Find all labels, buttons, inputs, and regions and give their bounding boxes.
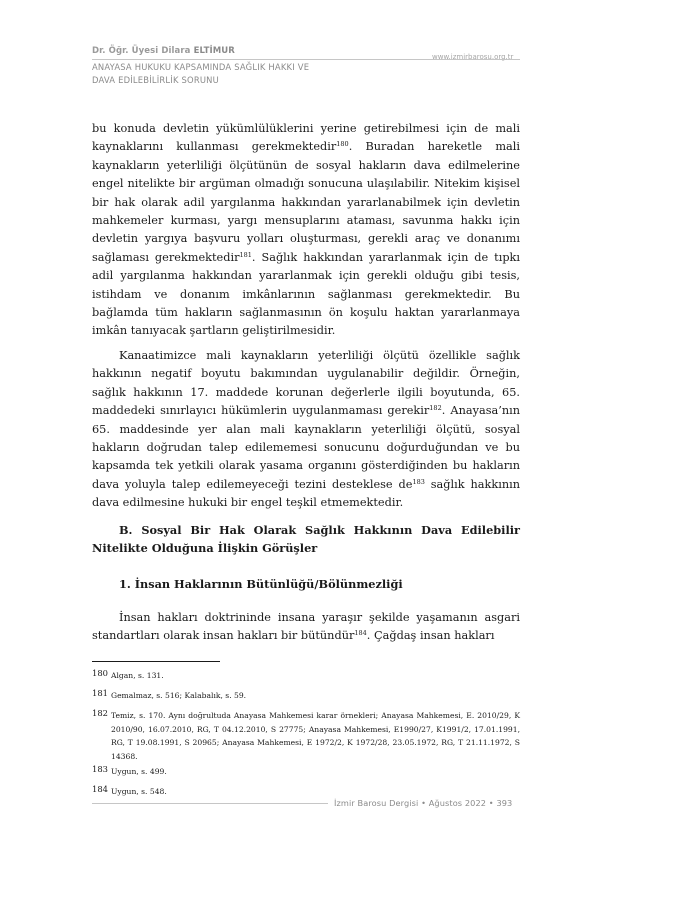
- footnote-ref: 180: [336, 140, 349, 149]
- footnote-ref: 184: [354, 629, 367, 638]
- footnote-ref: 183: [412, 477, 425, 486]
- subsection-heading-1-text: 1. İnsan Haklarının Bütünlüğü/Bölünmezliği: [119, 577, 403, 591]
- header-title-line-2: DAVA EDİLEBİLİRLİK SORUNU: [92, 75, 219, 85]
- running-header-title: [92, 61, 309, 87]
- header-rule-right: [424, 59, 520, 60]
- footnote-number: 181: [92, 688, 108, 698]
- body-paragraph-3: [92, 609, 520, 646]
- header-rule-left: [92, 59, 424, 60]
- footnote-separator: [92, 661, 220, 662]
- section-heading-b: [92, 521, 520, 558]
- text-run: . Çağdaş insan hakları: [366, 629, 495, 643]
- footnote-180: [92, 669, 520, 683]
- footnote-number: 184: [92, 784, 108, 794]
- footnote-text: Uygun, s. 548.: [111, 787, 167, 796]
- author-prefix: Dr. Öğr. Üyesi Dilara: [92, 46, 191, 56]
- footnote-text: Algan, s. 131.: [111, 671, 164, 680]
- section-heading-b-text: B. Sosyal Bir Hak Olarak Sağlık Hakkının Dava Edilebilir Nitelikte Olduğuna İlişkin Görüşler: [92, 523, 520, 556]
- footnote-ref: 181: [239, 250, 252, 259]
- running-header-author: [92, 46, 235, 56]
- footnote-181: [92, 689, 520, 703]
- footnote-184: [92, 785, 520, 799]
- footnote-182: [92, 709, 520, 763]
- footnote-number: 183: [92, 764, 108, 774]
- footnote-ref: 182: [429, 404, 442, 413]
- text-run: . Buradan hareketle mali kaynakların yeterliliği ölçütünün de sosyal hakların dava edilmelerine engel nitelikte bir argüman olmadığı sonucuna ulaşılabilir. Nitekim kişisel bir hak olarak adil yargılanma hakkından yararlanabilmek için devletin mahkemeler kurması, yargı mensuplarını ataması, savunma hakkı için devletin yargıya başvuru yolları oluşturması, gerekli araç ve donanımı sağlaması gerekmektedir: [92, 140, 520, 264]
- footer-journal-info: İzmir Barosu Dergisi • Ağustos 2022 • 393: [334, 798, 513, 808]
- author-surname: ELTİMUR: [193, 46, 235, 56]
- text-run: . Anayasa’nın 65. maddesinde yer alan mali kaynakların yeterliliği ölçütü, sosyal hakların doğrudan talep edilememesi sonucunu doğurduğundan ve bu kapsamda tek yetkili olarak yasama organını gösterdiğinden bu hakların dava yoluyla talep edilemeyeceği tezini desteklese de: [92, 404, 520, 491]
- footnote-number: 182: [92, 708, 108, 718]
- footnote-text: Gemalmaz, s. 516; Kalabalık, s. 59.: [111, 691, 247, 700]
- footnote-183: [92, 765, 520, 779]
- footnote-number: 180: [92, 668, 108, 678]
- text-run: bu konuda devletin yükümlülüklerini yerine getirebilmesi için de mali kaynaklarını kullanması gerekmektedir: [92, 122, 520, 154]
- text-run: İnsan hakları doktrininde insana yaraşır şekilde yaşamanın asgari standartları olarak insan hakları bir bütündür: [92, 611, 520, 643]
- footnote-text: Temiz, s. 170. Aynı doğrultuda Anayasa Mahkemesi karar örnekleri; Anayasa Mahkemesi, E. 2010/29, K 2010/90, 16.07.2010, RG, T 04.12.2010, S 27775; Anayasa Mahkemesi, E1990/27, K1991/2, 17.01.1991, RG, T 19.08.1991, S 20965; Anayasa Mahkemesi, E 1972/2, K 1972/28, 23.05.1972, RG, T 21.11.1972, S 14368.: [111, 711, 520, 761]
- text-run: sağlık hakkının dava edilmesine hukuki bir engel teşkil etmemektedir.: [92, 477, 520, 510]
- header-title-line-1: ANAYASA HUKUKU KAPSAMINDA SAĞLIK HAKKI VE: [92, 62, 310, 72]
- text-run: . Sağlık hakkından yararlanmak için de tıpkı adil yargılanma hakkından yararlanmak için gerekli olduğu gibi tesis, istihdam ve donanım imkânlarının sağlanması gerekmektedir. Bu bağlamda tüm hakların sağlanmasının ön koşulu haktan yararlanmaya imkân tanıyacak şartların geliştirilmesidir.: [92, 250, 521, 338]
- text-run: Kanaatimizce mali kaynakların yeterliliği ölçütü özellikle sağlık hakkının negatif boyutu bakımından uygulanabilir değildir. Örneğin, sağlık hakkının 17. maddede korunan değerlerle ilgili boyutunda, 65. maddedeki sınırlayıcı hükümlerin uygulanmaması gerekir: [92, 349, 520, 418]
- footnote-text: Uygun, s. 499.: [111, 767, 167, 776]
- body-paragraph-1: [92, 120, 520, 341]
- body-paragraph-2: [92, 347, 520, 513]
- header-url: www.izmirbarosu.org.tr: [432, 53, 514, 61]
- subsection-heading-1: [92, 575, 520, 593]
- footer-rule: [92, 803, 328, 804]
